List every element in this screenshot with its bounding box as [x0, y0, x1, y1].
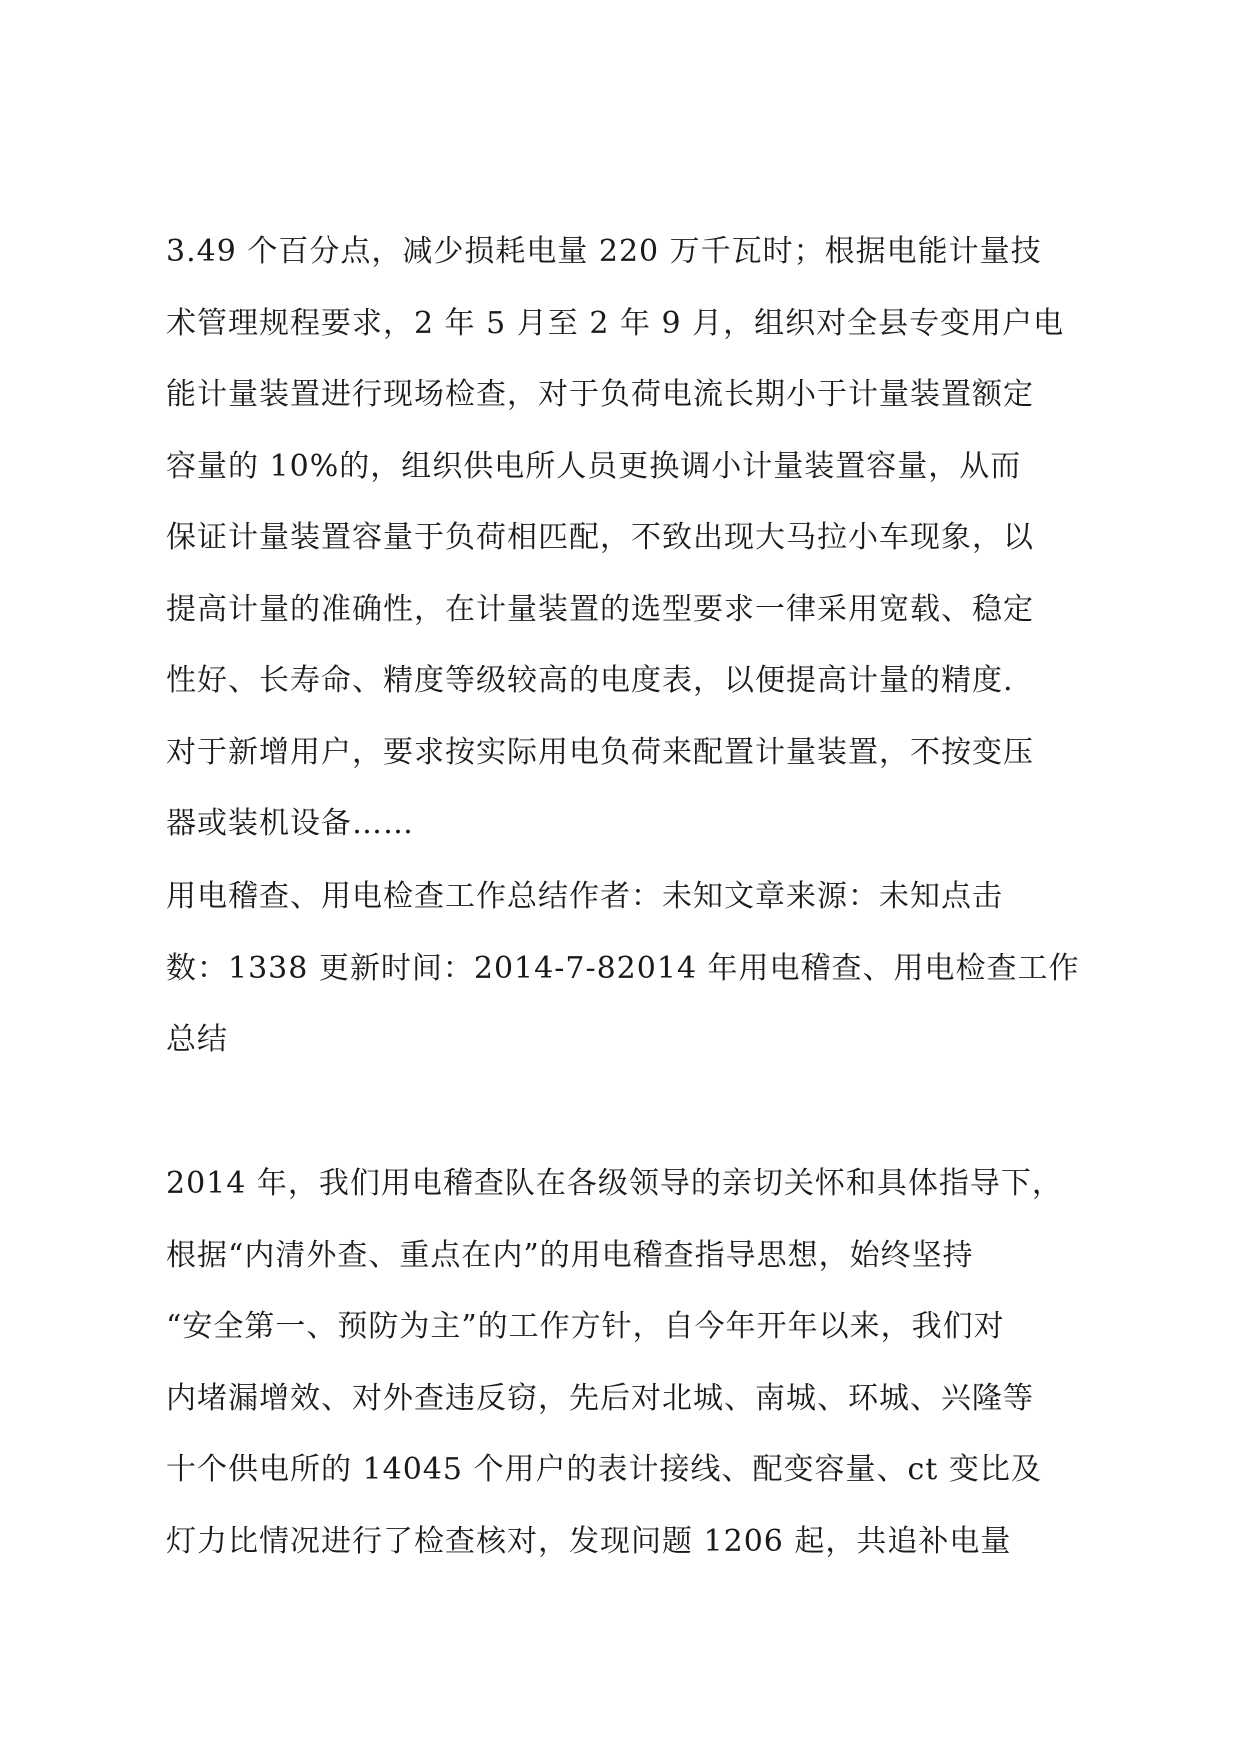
text-line: 根据“内清外查、重点在内”的用电稽查指导思想，始终坚持 — [166, 1237, 974, 1273]
text-line: 器或装机设备…… — [166, 806, 414, 841]
text-line: “安全第一、预防为主”的工作方针，自今年开年以来，我们对 — [166, 1309, 1005, 1344]
text-line: 3.49 个百分点，减少损耗电量 220 万千瓦时；根据电能计量技 — [166, 234, 1042, 269]
text-line: 灯力比情况进行了检查核对，发现问题 1206 起，共追补电量 — [166, 1523, 1012, 1559]
paragraph-metering-management — [166, 216, 1096, 860]
text-line: 提高计量的准确性，在计量装置的选型要求一律采用宽载、稳定 — [166, 591, 1034, 627]
paragraph-article-header — [166, 861, 1096, 1076]
text-line: 用电稽查、用电检查工作总结作者：未知文章来源：未知点击 — [166, 879, 1003, 914]
text-line: 能计量装置进行现场检查，对于负荷电流长期小于计量装置额定 — [166, 377, 1034, 412]
text-line: 保证计量装置容量于负荷相匹配，不致出现大马拉小车现象，以 — [166, 520, 1034, 555]
text-line: 内堵漏增效、对外查违反窃，先后对北城、南城、环城、兴隆等 — [166, 1380, 1034, 1416]
text-line: 数：1338 更新时间：2014-7-82014 年用电稽查、用电检查工作 — [166, 950, 1080, 986]
text-line: 2014 年，我们用电稽查队在各级领导的亲切关怀和具体指导下， — [166, 1166, 1063, 1201]
text-line: 术管理规程要求，2 年 5 月至 2 年 9 月，组织对全县专变用户电 — [166, 305, 1065, 341]
text-line: 十个供电所的 14045 个用户的表计接线、配变容量、ct 变比及 — [166, 1452, 1042, 1487]
text-line: 容量的 10%的，组织供电所人员更换调小计量装置容量，从而 — [166, 448, 1022, 484]
text-line: 总结 — [166, 1022, 228, 1057]
text-line: 性好、长寿命、精度等级较高的电度表，以便提高计量的精度. — [166, 663, 1014, 698]
text-line: 对于新增用户，要求按实际用电负荷来配置计量装置，不按变压 — [166, 734, 1034, 770]
paragraph-annual-summary — [166, 1148, 1096, 1577]
